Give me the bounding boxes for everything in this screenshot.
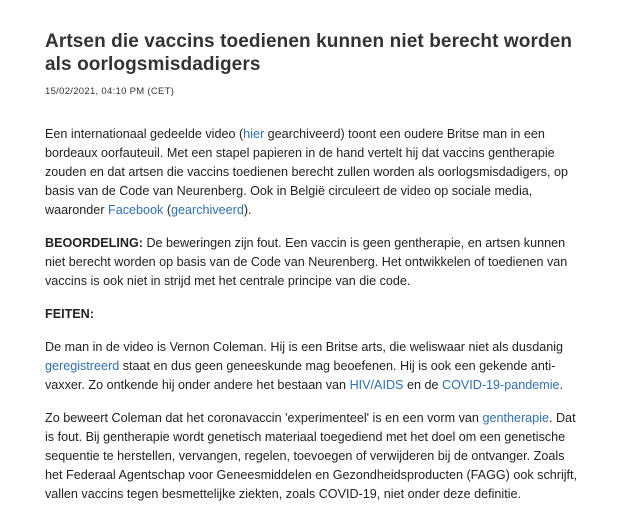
paragraph-text: Een internationaal gedeelde video (: [45, 127, 244, 141]
inline-link[interactable]: COVID-19-pandemie: [441, 378, 560, 392]
article: [45, 30, 585, 518]
article-body: [45, 125, 585, 504]
inline-link[interactable]: gearchiveerd: [171, 203, 244, 217]
paragraph-text: ).: [243, 203, 252, 217]
inline-link[interactable]: geregistreerd: [45, 359, 120, 373]
paragraph-text: en de: [403, 378, 442, 392]
paragraph-text: De man in de video is Vernon Coleman. Hij is een Britse arts, die weliswaar niet als dusdanig: [45, 340, 564, 354]
verdict-label: BEOORDELING:: [45, 236, 143, 250]
paragraph-text: . Dat is fout. Bij gentherapie wordt genetisch materiaal toegediend met het doel om een genetische sequentie te herstellen, vervangen, regelen, toevoegen of verwijderen bij de ontvanger. Zoals het Federaal Agentschap voor Geneesmiddelen en Gezondheidsproducten (FAGG) ook schrijft, vallen vaccins tegen besmettelijke ziekten, zoals COVID-19, niet onder deze definitie.: [45, 411, 578, 501]
inline-link[interactable]: hier: [243, 127, 265, 141]
article-paragraph: [45, 338, 585, 395]
article-paragraph: [45, 125, 585, 220]
article-paragraph: [45, 234, 585, 291]
inline-link[interactable]: HIV/AIDS: [349, 378, 404, 392]
paragraph-text: staat en dus geen geneeskunde mag beoefenen. Hij is ook een gekende anti-vaxxer. Zo ontkende hij onder andere het bestaan van: [45, 359, 556, 392]
inline-link[interactable]: gentherapie: [482, 411, 549, 425]
inline-link[interactable]: Facebook: [108, 203, 164, 217]
article-title: Artsen die vaccins toedienen kunnen niet berecht worden als oorlogsmisdadigers: [45, 31, 573, 75]
publish-date: 15/02/2021, 04:10 PM (CET): [45, 86, 175, 97]
paragraph-text: Zo beweert Coleman dat het coronavaccin 'experimenteel' is en een vorm van: [45, 411, 483, 425]
paragraph-text: gearchiveerd) toont een oudere Britse man in een bordeaux oorfauteuil. Met een stapel papieren in de hand vertelt hij dat vaccins gentherapie zouden en dat artsen die vaccins toedienen berecht zullen worden als oorlogsmisdadigers, op basis van de Code van Neurenberg. Ook in België circuleert de video op sociale media, waaronder: [45, 127, 568, 217]
article-paragraph: [45, 409, 585, 504]
section-heading: FEITEN:: [45, 307, 94, 321]
paragraph-text: (: [163, 203, 172, 217]
paragraph-text: .: [559, 378, 564, 392]
paragraph-text: De beweringen zijn fout. Een vaccin is geen gentherapie, en artsen kunnen niet berecht worden op basis van de Code van Neurenberg. Het ontwikkelen of toedienen van vaccins is ook niet in strijd met het centrale principe van die code.: [45, 236, 568, 288]
